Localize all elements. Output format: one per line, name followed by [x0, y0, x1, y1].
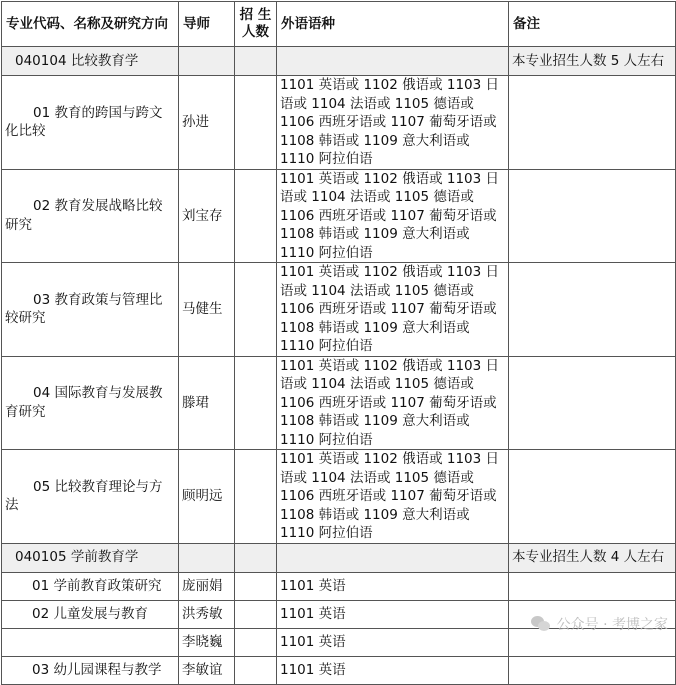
- notes-cell: [509, 600, 676, 628]
- direction-name: [2, 76, 179, 170]
- table-row: [2, 656, 676, 684]
- header-notes: 备注: [509, 2, 676, 47]
- enroll-cell: [235, 543, 277, 572]
- notes-cell: [509, 263, 676, 357]
- header-major: 专业代码、名称及研究方向: [2, 2, 179, 47]
- advisor-cell: 刘宝存: [179, 169, 235, 263]
- header-enroll: [235, 2, 277, 47]
- enroll-cell: [235, 572, 277, 600]
- advisor-cell: 滕珺: [179, 356, 235, 450]
- table-row: [2, 628, 676, 656]
- language-cell: 1101 英语或 1102 俄语或 1103 日语或 1104 法语或 1105 德语或 1106 西班牙语或 1107 葡萄牙语或 1108 韩语或 1109 意大利语或 1110 阿拉伯语: [277, 263, 509, 357]
- header-enroll-text: 招 生 人数: [239, 7, 272, 40]
- direction-name: [2, 628, 179, 656]
- advisor-cell: 李晓巍: [179, 628, 235, 656]
- direction-name-text: 03 教育政策与管理比较研究: [5, 291, 163, 327]
- table-row: [2, 47, 676, 76]
- notes-cell: [509, 450, 676, 544]
- language-cell: [277, 543, 509, 572]
- direction-name-text: 02 教育发展战略比较研究: [5, 198, 163, 233]
- notes-cell: 本专业招生人数 4 人左右: [509, 543, 676, 572]
- language-cell: 1101 英语或 1102 俄语或 1103 日语或 1104 法语或 1105 德语或 1106 西班牙语或 1107 葡萄牙语或 1108 韩语或 1109 意大利语或 1110 阿拉伯语: [277, 356, 509, 450]
- enroll-cell: [235, 169, 277, 263]
- table-row: [2, 356, 676, 450]
- enroll-cell: [235, 450, 277, 544]
- advisor-cell: 顾明远: [179, 450, 235, 544]
- table-row: [2, 76, 676, 170]
- direction-name-text: 04 国际教育与发展教育研究: [5, 385, 163, 420]
- language-cell: [277, 47, 509, 76]
- language-cell: 1101 英语或 1102 俄语或 1103 日语或 1104 法语或 1105 德语或 1106 西班牙语或 1107 葡萄牙语或 1108 韩语或 1109 意大利语或 1110 阿拉伯语: [277, 450, 509, 544]
- enroll-cell: [235, 628, 277, 656]
- direction-name: [2, 169, 179, 263]
- enroll-cell: [235, 263, 277, 357]
- enroll-cell: [235, 600, 277, 628]
- direction-name: [2, 263, 179, 357]
- direction-name: [2, 356, 179, 450]
- notes-cell: [509, 76, 676, 170]
- notes-cell: 本专业招生人数 5 人左右: [509, 47, 676, 76]
- direction-name-text: 05 比较教育理论与方法: [5, 478, 163, 514]
- enroll-cell: [235, 47, 277, 76]
- advisor-cell: 庞丽娟: [179, 572, 235, 600]
- language-cell: 1101 英语或 1102 俄语或 1103 日语或 1104 法语或 1105 德语或 1106 西班牙语或 1107 葡萄牙语或 1108 韩语或 1109 意大利语或 1110 阿拉伯语: [277, 76, 509, 170]
- enrollment-table: [1, 1, 676, 685]
- advisor-cell: [179, 543, 235, 572]
- enroll-cell: [235, 356, 277, 450]
- notes-cell: [509, 356, 676, 450]
- language-cell: 1101 英语: [277, 628, 509, 656]
- advisor-cell: 李敏谊: [179, 656, 235, 684]
- language-cell: 1101 英语或 1102 俄语或 1103 日语或 1104 法语或 1105 德语或 1106 西班牙语或 1107 葡萄牙语或 1108 韩语或 1109 意大利语或 1110 阿拉伯语: [277, 169, 509, 263]
- direction-name-text: 01 教育的跨国与跨文化比较: [5, 104, 163, 140]
- table-row: [2, 169, 676, 263]
- table-row: [2, 600, 676, 628]
- language-cell: 1101 英语: [277, 572, 509, 600]
- direction-name: 02 儿童发展与教育: [2, 600, 179, 628]
- advisor-cell: [179, 47, 235, 76]
- table-row: [2, 543, 676, 572]
- major-name: 040105 学前教育学: [2, 543, 179, 572]
- direction-name: 01 学前教育政策研究: [2, 572, 179, 600]
- enroll-cell: [235, 656, 277, 684]
- notes-cell: [509, 169, 676, 263]
- table-header-row: [2, 2, 676, 47]
- header-language: 外语语种: [277, 2, 509, 47]
- table-row: [2, 572, 676, 600]
- header-advisor: 导师: [179, 2, 235, 47]
- notes-cell: [509, 656, 676, 684]
- table-row: [2, 450, 676, 544]
- table-row: [2, 263, 676, 357]
- notes-cell: [509, 628, 676, 656]
- language-cell: 1101 英语: [277, 600, 509, 628]
- direction-name: [2, 450, 179, 544]
- major-name: 040104 比较教育学: [2, 47, 179, 76]
- advisor-cell: 洪秀敏: [179, 600, 235, 628]
- watermark-text: 公众号 · 考博之家: [556, 617, 668, 633]
- advisor-cell: 马健生: [179, 263, 235, 357]
- notes-cell: [509, 572, 676, 600]
- direction-name: 03 幼儿园课程与教学: [2, 656, 179, 684]
- advisor-cell: 孙进: [179, 76, 235, 170]
- enroll-cell: [235, 76, 277, 170]
- language-cell: 1101 英语: [277, 656, 509, 684]
